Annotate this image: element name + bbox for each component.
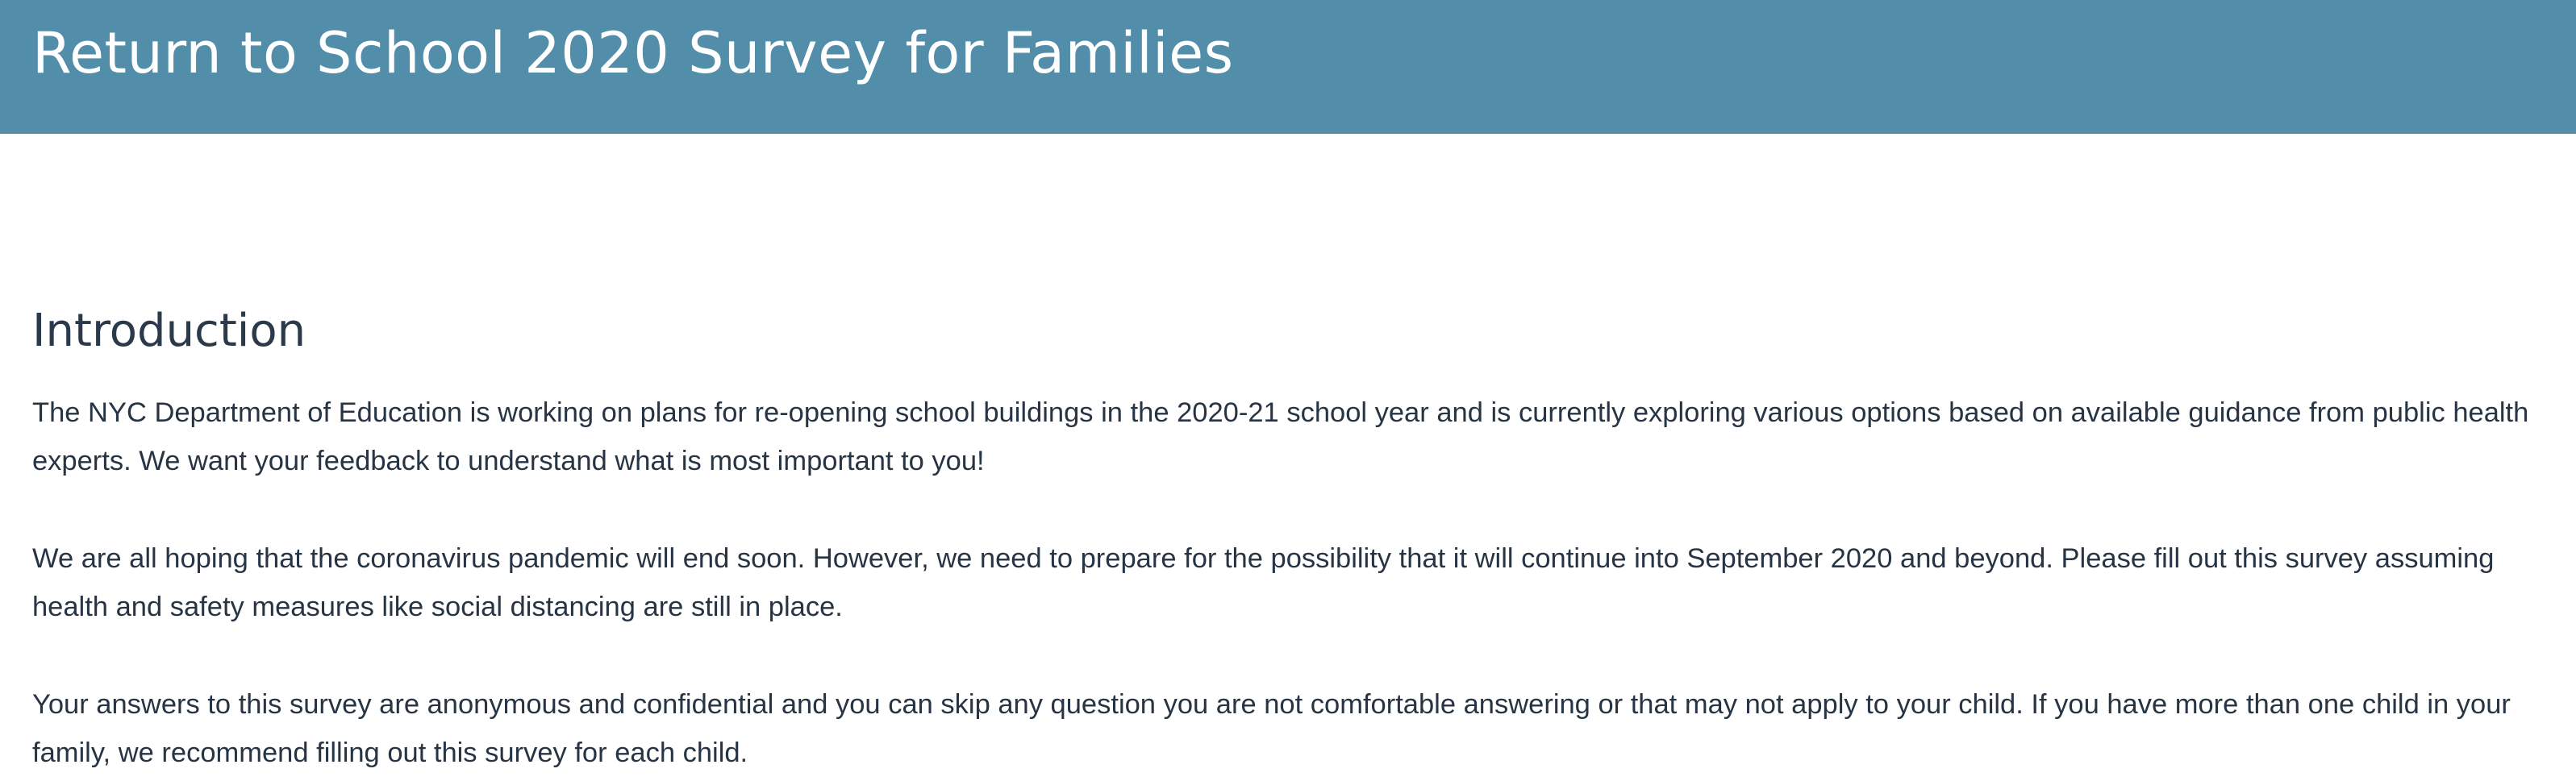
intro-paragraph: Your answers to this survey are anonymous and confidential and you can skip any question you are not comfortable answering or that may not apply to your child. If you have more than one child in your family, we recommend filling out this survey for each child. <box>32 689 2511 768</box>
intro-paragraph: The NYC Department of Education is working on plans for re-opening school buildings in the 2020-21 school year and is currently exploring various options based on available guidance from public health experts. We want your feedback to understand what is most important to you! <box>32 397 2529 476</box>
survey-header <box>0 0 2576 134</box>
survey-title: Return to School 2020 Survey for Families <box>32 20 1234 86</box>
intro-paragraph: We are all hoping that the coronavirus pandemic will end soon. However, we need to prepare for the possibility that it will continue into September 2020 and beyond. Please fill out this survey assuming health and safety measures like social distancing are still in place. <box>32 543 2495 622</box>
section-title: Introduction <box>32 305 306 357</box>
